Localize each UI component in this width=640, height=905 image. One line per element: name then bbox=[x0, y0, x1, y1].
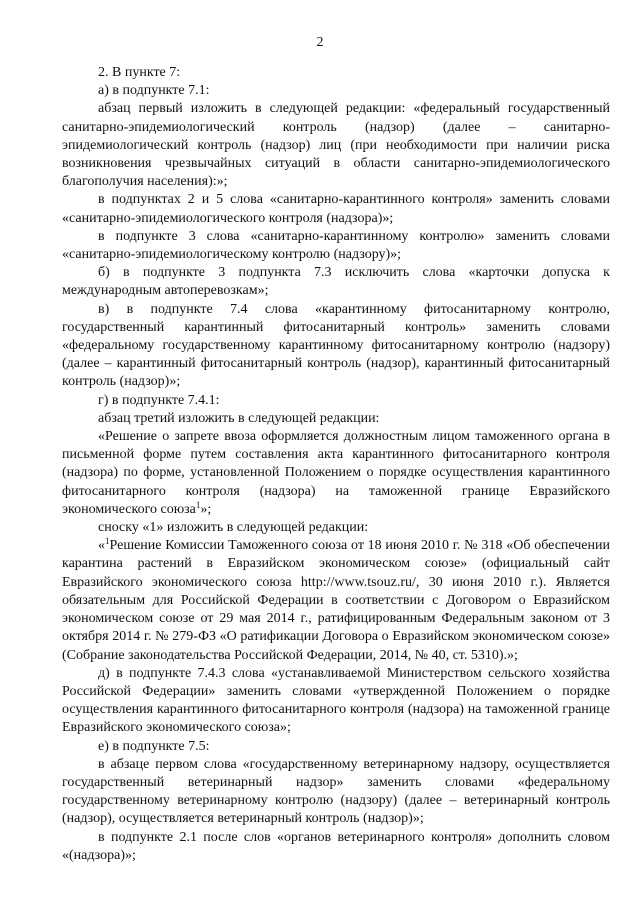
paragraph: в подпункте 3 слова «санитарно-карантинному контролю» заменить словами «санитарно-эпидемиологическому контролю (надзору)»; bbox=[62, 228, 610, 263]
paragraph-end: »; bbox=[200, 501, 212, 517]
paragraph: в) в подпункте 7.4 слова «карантинному фитосанитарному контролю, государственный карантинный фитосанитарный контроль» заменить словами «федеральному государственному карантинному фитосанитарному контролю (надзору) (далее – карантинный фитосанитарный контроль (надзор), карантинный фитосанитарный контроль (надзор)»; bbox=[62, 301, 610, 390]
paragraph: 2. В пункте 7: bbox=[98, 65, 181, 80]
paragraph: г) в подпункте 7.4.1: bbox=[98, 392, 220, 408]
footnote-reference: 1 bbox=[195, 499, 201, 510]
footnote-mark: 1 bbox=[105, 536, 110, 547]
paragraph-with-footnote-ref bbox=[62, 428, 610, 519]
paragraph: в подпункте 2.1 после слов «органов ветеринарного контроля» дополнить словом «(надзора)»; bbox=[62, 829, 610, 863]
paragraph: абзац третий изложить в следующей редакции: bbox=[98, 410, 380, 426]
paragraph: в подпунктах 2 и 5 слова «санитарно-карантинного контроля» заменить словами «санитарно-эпидемиологического контроля (надзора)»; bbox=[62, 192, 610, 226]
paragraph: абзац первый изложить в следующей редакции: «федеральный государственный санитарно-эпидемиологический контроль (надзор) (далее – санитарно-эпидемиологический контроль (надзор) лиц (при необходимости при наличии риска возникновения чрезвычайных ситуаций в области санитарно-эпидемиологического благополучия населения):»; bbox=[62, 101, 610, 190]
document-body bbox=[62, 64, 610, 865]
paragraph: сноску «1» изложить в следующей редакции: bbox=[98, 520, 369, 536]
paragraph: а) в подпункте 7.1: bbox=[98, 83, 210, 99]
quote-open: « bbox=[98, 538, 105, 554]
footnote-text: Решение Комиссии Таможенного союза от 18 июня 2010 г. № 318 «Об обеспечении карантина растений в Евразийском экономическом союзе» (официальный сайт Евразийского экономического союза http://www.tsouz.ru/, 30 июня 2010 г.). Является обязательным для Российской Федерации в соответствии с Договором о Евразийском экономическом союзе от 29 мая 2014 г., ратифицированным Федеральным законом от 3 октября 2014 г. № 279-ФЗ «О ратификации Договора о Евразийском экономическом союзе» (Собрание законодательства Российской Федерации, 2014, № 40, ст. 5310).»; bbox=[62, 538, 610, 663]
paragraph-text: «Решение о запрете ввоза оформляется должностным лицом таможенного органа в письменной форме путем составления акта карантинного фитосанитарного контроля (надзора) по форме, установленной Положением о порядке осуществления карантинного фитосанитарного контроля (надзора) на таможенной границе Евразийского экономического союза bbox=[62, 429, 610, 517]
paragraph: д) в подпункте 7.4.3 слова «устанавливаемой Министерством сельского хозяйства Российской Федерации» заменить словами «утвержденной Положением о порядке осуществления карантинного фитосанитарного контроля (надзора) на таможенной границе Евразийского экономического союза»; bbox=[62, 665, 610, 736]
paragraph: е) в подпункте 7.5: bbox=[98, 738, 210, 754]
footnote-paragraph bbox=[62, 537, 610, 664]
page-number: 2 bbox=[316, 35, 324, 50]
paragraph: в абзаце первом слова «государственному ветеринарному надзору, осуществляется государственный ветеринарный надзор» заменить словами «федеральному государственному ветеринарному контролю (надзору) (далее – ветеринарный контроль (надзор), осуществляется ветеринарный контроль (надзор)»; bbox=[62, 756, 610, 827]
paragraph: б) в подпункте 3 подпункта 7.3 исключить слова «карточки допуска к международным автоперевозкам»; bbox=[62, 265, 610, 299]
